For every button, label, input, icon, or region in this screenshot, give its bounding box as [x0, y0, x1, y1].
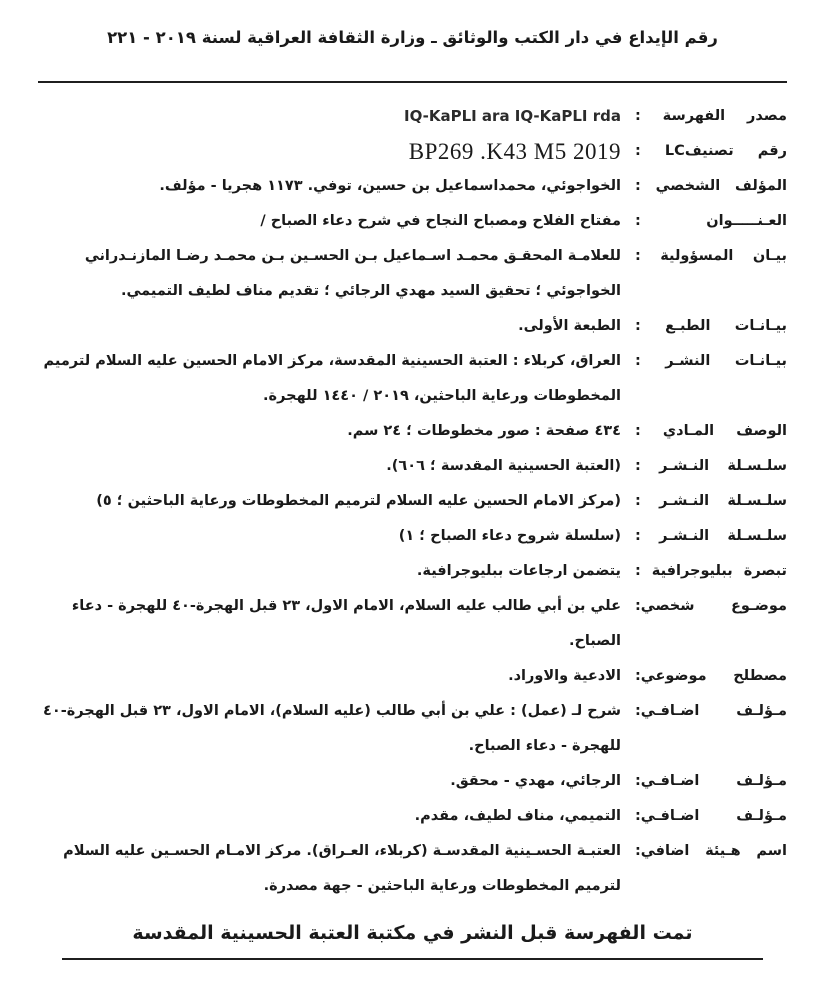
bottom-divider [62, 958, 763, 960]
catalog-row-series-3 [38, 519, 787, 554]
field-value: IQ-KaPLI ara IQ-KaPLI rda [404, 107, 621, 125]
catalog-row-subject-term [38, 659, 787, 694]
field-label: موضـوع شخصي: [635, 598, 787, 614]
catalog-row-added-author-1 [38, 694, 787, 764]
field-value: (العتبة الحسينية المقدسة ؛ ٦٠٦). [386, 458, 621, 474]
field-label: سلـسـلة النـشـر : [635, 458, 787, 474]
field-label: سلـسـلة النـشـر : [635, 528, 787, 544]
field-value: للعلامـة المحقـق محمـد اسـماعيل بـن الحسـين بـن محمـد رضـا المازنـدراني الخواجوئي ؛ تحقيق السيد مهدي الرجائي ؛ تقديم مناف لطيف التميمي. [84, 248, 621, 299]
field-label: اسم هـيئة اضافي: [635, 843, 787, 859]
field-value: ٤٣٤ صفحة : صور مخطوطات ؛ ٢٤ سم. [347, 423, 621, 439]
catalog-record [38, 83, 787, 904]
field-label: المؤلف الشخصي : [635, 178, 787, 194]
field-value: (مركز الامام الحسين عليه السلام لترميم المخطوطات ورعاية الباحثين ؛ ٥) [96, 493, 621, 509]
field-value: (سلسلة شروح دعاء الصباح ؛ ١) [398, 528, 621, 544]
field-label: مـؤلـف اضـافـي: [635, 703, 787, 719]
catalog-row-lc-classification [38, 134, 787, 169]
catalog-row-series-1 [38, 449, 787, 484]
field-label: رقم تصنيفLC : [635, 143, 787, 159]
field-value: علي بن أبي طالب عليه السلام، الامام الاول، ٢٣ قبل الهجرة-٤٠ للهجرة - دعاء الصباح. [71, 598, 621, 649]
field-label: سلـسـلة النـشـر : [635, 493, 787, 509]
field-label: العـنـــــوان : [635, 213, 787, 229]
field-label: بيـانـات الطبـع : [635, 318, 787, 334]
catalog-row-added-author-2 [38, 764, 787, 799]
catalog-row-publication-data [38, 344, 787, 414]
field-label: مـؤلـف اضـافـي: [635, 808, 787, 824]
field-value: الطبعة الأولى. [518, 318, 621, 334]
catalog-row-physical-description [38, 414, 787, 449]
catalog-row-added-author-3 [38, 799, 787, 834]
field-label: بيـان المسؤولية : [635, 248, 787, 264]
catalog-row-edition [38, 309, 787, 344]
catalog-row-personal-author [38, 169, 787, 204]
field-label: الوصف المـادي : [635, 423, 787, 439]
catalog-row-title [38, 204, 787, 239]
field-value: العراق، كربلاء : العتبة الحسينية المقدسة، مركز الامام الحسين عليه السلام لترميم المخطوطات ورعاية الباحثين، ٢٠١٩ / ١٤٤٠ للهجرة. [43, 353, 621, 404]
field-label: بيـانـات النشـر : [635, 353, 787, 369]
field-value: الادعية والاوراد. [508, 668, 621, 684]
catalog-row-corporate-name [38, 834, 787, 904]
field-value: يتضمن ارجاعات ببليوجرافية. [416, 563, 621, 579]
catalog-row-series-2 [38, 484, 787, 519]
catalog-row-bibliographic-note [38, 554, 787, 589]
field-label: مصطلح موضوعي: [635, 668, 787, 684]
cip-completion-note: تمت الفهرسة قبل النشر في مكتبة العتبة الحسينية المقدسة [132, 922, 693, 944]
field-value: BP269 .K43 M5 2019 [408, 139, 621, 164]
deposit-number-header: رقم الإيداع في دار الكتب والوثائق ـ وزارة الثقافة العراقية لسنة ٢٠١٩ - ٢٢١ [107, 28, 718, 47]
field-value: مفتاح الفلاح ومصباح النجاح في شرح دعاء الصباح / [260, 213, 621, 229]
field-value: التميمي، مناف لطيف، مقدم. [414, 808, 621, 824]
catalog-row-statement-of-responsibility [38, 239, 787, 309]
field-value: الخواجوئي، محمداسماعيل بن حسين، توفي. ١١٧٣ هجريا - مؤلف. [159, 178, 621, 194]
field-label: تبصرة ببليوجرافية : [635, 563, 787, 579]
catalog-row-personal-subject [38, 589, 787, 659]
field-value: العتبـة الحسـينية المقدسـة (كربلاء، العـراق). مركز الامـام الحسـين عليه السلام لترميم المخطوطات ورعاية الباحثين - جهة مصدرة. [63, 843, 621, 894]
field-value: الرجائي، مهدي - محقق. [450, 773, 621, 789]
field-label: مصدر الفهرسة : [635, 108, 787, 124]
catalog-row-cataloging-source [38, 99, 787, 134]
field-label: مـؤلـف اضـافـي: [635, 773, 787, 789]
field-value: شرح لـ (عمل) : علي بن أبي طالب (عليه السلام)، الامام الاول، ٢٣ قبل الهجرة-٤٠ للهجرة - دعاء الصباح. [43, 703, 621, 754]
